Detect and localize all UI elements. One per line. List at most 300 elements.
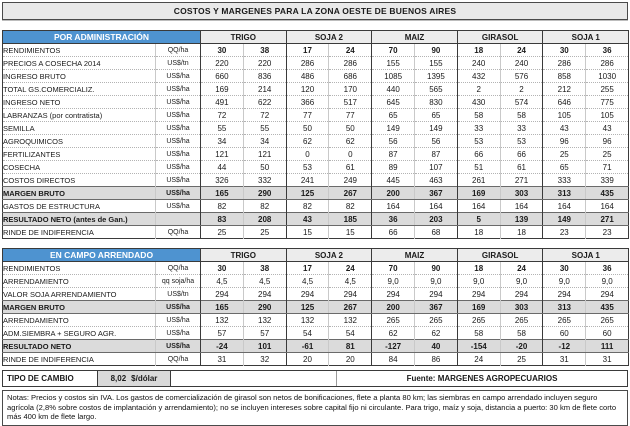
value-cell: 25 xyxy=(586,148,629,161)
value-cell: 169 xyxy=(201,83,244,96)
table-row xyxy=(3,327,629,340)
value-cell: 40 xyxy=(415,340,458,353)
page-title: COSTOS Y MARGENES PARA LA ZONA OESTE DE BUENOS AIRES xyxy=(2,2,628,20)
value-cell: 96 xyxy=(586,135,629,148)
value-cell: 4,5 xyxy=(329,275,372,288)
value-cell: 271 xyxy=(586,213,629,226)
value-cell: 267 xyxy=(329,301,372,314)
row-label: MARGEN BRUTO xyxy=(3,187,156,200)
value-cell: 77 xyxy=(329,109,372,122)
value-cell: 25 xyxy=(201,226,244,239)
value-cell: 17 xyxy=(286,44,329,57)
row-label: RENDIMIENTOS xyxy=(3,262,156,275)
value-cell: 60 xyxy=(586,327,629,340)
value-cell: 30 xyxy=(201,44,244,57)
row-label: FERTILIZANTES xyxy=(3,148,156,161)
value-cell: 271 xyxy=(500,174,543,187)
value-cell: 18 xyxy=(457,226,500,239)
value-cell: 121 xyxy=(201,148,244,161)
value-cell: 61 xyxy=(500,161,543,174)
value-cell: 43 xyxy=(543,122,586,135)
value-cell: 265 xyxy=(543,314,586,327)
table-row xyxy=(3,161,629,174)
value-cell: 265 xyxy=(586,314,629,327)
value-cell: 294 xyxy=(286,288,329,301)
value-cell: -127 xyxy=(372,340,415,353)
value-cell: 50 xyxy=(243,161,286,174)
exchange-rate-bar xyxy=(2,370,628,387)
value-cell: 89 xyxy=(372,161,415,174)
value-cell: 66 xyxy=(457,148,500,161)
value-cell: 185 xyxy=(329,213,372,226)
table-row xyxy=(3,301,629,314)
value-cell: 90 xyxy=(415,44,458,57)
value-cell: 105 xyxy=(586,109,629,122)
row-label: PRECIOS A COSECHA 2014 xyxy=(3,57,156,70)
value-cell: 25 xyxy=(543,148,586,161)
value-cell: 164 xyxy=(500,200,543,213)
section-title-en-campo-arrendado: EN CAMPO ARRENDADO xyxy=(3,249,201,262)
value-cell: 491 xyxy=(201,96,244,109)
table-row xyxy=(3,353,629,366)
value-cell: 435 xyxy=(586,187,629,200)
table-row xyxy=(3,122,629,135)
value-cell: 83 xyxy=(201,213,244,226)
row-label: INGRESO BRUTO xyxy=(3,70,156,83)
value-cell: 82 xyxy=(243,200,286,213)
value-cell: 66 xyxy=(372,226,415,239)
value-cell: 303 xyxy=(500,187,543,200)
row-unit: QQ/ha xyxy=(156,44,201,57)
value-cell: 9,0 xyxy=(372,275,415,288)
value-cell: 53 xyxy=(457,135,500,148)
value-cell: 62 xyxy=(286,135,329,148)
value-cell: 30 xyxy=(201,262,244,275)
row-label: COSECHA xyxy=(3,161,156,174)
value-cell: -61 xyxy=(286,340,329,353)
row-label: ARRENDAMIENTO xyxy=(3,314,156,327)
value-cell: 294 xyxy=(543,288,586,301)
value-cell: 71 xyxy=(586,161,629,174)
value-cell: 111 xyxy=(586,340,629,353)
value-cell: 0 xyxy=(329,148,372,161)
value-cell: 686 xyxy=(329,70,372,83)
row-unit: US$/ha xyxy=(156,122,201,135)
value-cell: 31 xyxy=(201,353,244,366)
value-cell: 23 xyxy=(543,226,586,239)
value-cell: 463 xyxy=(415,174,458,187)
row-unit: US$/ha xyxy=(156,340,201,353)
value-cell: 72 xyxy=(201,109,244,122)
crop-header: GIRASOL xyxy=(457,249,543,262)
value-cell: 33 xyxy=(500,122,543,135)
value-cell: 66 xyxy=(500,148,543,161)
table-row xyxy=(3,226,629,239)
crop-header: SOJA 2 xyxy=(286,249,372,262)
value-cell: 96 xyxy=(543,135,586,148)
value-cell: 294 xyxy=(201,288,244,301)
value-cell: 60 xyxy=(543,327,586,340)
value-cell: 9,0 xyxy=(415,275,458,288)
value-cell: 574 xyxy=(500,96,543,109)
value-cell: 622 xyxy=(243,96,286,109)
row-label: RINDE DE INDIFERENCIA xyxy=(3,226,156,239)
value-cell: 30 xyxy=(543,44,586,57)
table-row xyxy=(3,288,629,301)
value-cell: 23 xyxy=(586,226,629,239)
value-cell: 265 xyxy=(500,314,543,327)
row-unit: US$/ha xyxy=(156,200,201,213)
en-campo-arrendado-table xyxy=(2,248,629,366)
value-cell: 107 xyxy=(415,161,458,174)
value-cell: 565 xyxy=(415,83,458,96)
value-cell: 858 xyxy=(543,70,586,83)
value-cell: 132 xyxy=(286,314,329,327)
value-cell: -154 xyxy=(457,340,500,353)
value-cell: 36 xyxy=(372,213,415,226)
value-cell: 30 xyxy=(543,262,586,275)
value-cell: 645 xyxy=(372,96,415,109)
crop-header: TRIGO xyxy=(201,31,287,44)
source-label: Fuente: MARGENES AGROPECUARIOS xyxy=(406,374,558,383)
value-cell: 58 xyxy=(457,109,500,122)
value-cell: 660 xyxy=(201,70,244,83)
value-cell: 87 xyxy=(372,148,415,161)
value-cell: 101 xyxy=(243,340,286,353)
section-header-row xyxy=(3,249,629,262)
crop-header: SOJA 2 xyxy=(286,31,372,44)
value-cell: -12 xyxy=(543,340,586,353)
value-cell: 267 xyxy=(329,187,372,200)
value-cell: 58 xyxy=(500,109,543,122)
crop-header: MAIZ xyxy=(372,31,458,44)
value-cell: 220 xyxy=(201,57,244,70)
row-label: VALOR SOJA ARRENDAMIENTO xyxy=(3,288,156,301)
value-cell: 170 xyxy=(329,83,372,96)
value-cell: 33 xyxy=(457,122,500,135)
value-cell: 169 xyxy=(457,187,500,200)
value-cell: 36 xyxy=(586,262,629,275)
value-cell: 169 xyxy=(457,301,500,314)
value-cell: 68 xyxy=(415,226,458,239)
value-cell: 1395 xyxy=(415,70,458,83)
value-cell: 255 xyxy=(586,83,629,96)
value-cell: 81 xyxy=(329,340,372,353)
value-cell: 62 xyxy=(329,135,372,148)
value-cell: 367 xyxy=(415,301,458,314)
value-cell: 50 xyxy=(286,122,329,135)
table-row xyxy=(3,340,629,353)
value-cell: 208 xyxy=(243,213,286,226)
row-label: RENDIMIENTOS xyxy=(3,44,156,57)
value-cell: 432 xyxy=(457,70,500,83)
value-cell: 34 xyxy=(201,135,244,148)
value-cell: 61 xyxy=(329,161,372,174)
value-cell: 139 xyxy=(500,213,543,226)
row-label: INGRESO NETO xyxy=(3,96,156,109)
value-cell: 84 xyxy=(372,353,415,366)
value-cell: 265 xyxy=(457,314,500,327)
value-cell: 303 xyxy=(500,301,543,314)
value-cell: 165 xyxy=(201,187,244,200)
value-cell: 32 xyxy=(243,353,286,366)
value-cell: 164 xyxy=(457,200,500,213)
exchange-rate-value xyxy=(98,371,171,386)
value-cell: 241 xyxy=(286,174,329,187)
value-cell: 44 xyxy=(201,161,244,174)
table-row xyxy=(3,57,629,70)
value-cell: 24 xyxy=(500,44,543,57)
value-cell: 65 xyxy=(543,161,586,174)
value-cell: 132 xyxy=(201,314,244,327)
row-label: COSTOS DIRECTOS xyxy=(3,174,156,187)
value-cell: 240 xyxy=(457,57,500,70)
value-cell: 70 xyxy=(372,262,415,275)
value-cell: 86 xyxy=(415,353,458,366)
value-cell: 53 xyxy=(500,135,543,148)
value-cell: 203 xyxy=(415,213,458,226)
value-cell: 18 xyxy=(457,44,500,57)
value-cell: 105 xyxy=(543,109,586,122)
value-cell: 286 xyxy=(543,57,586,70)
value-cell: 25 xyxy=(243,226,286,239)
row-label: AGROQUIMICOS xyxy=(3,135,156,148)
value-cell: 366 xyxy=(286,96,329,109)
value-cell: 57 xyxy=(201,327,244,340)
value-cell: 261 xyxy=(457,174,500,187)
exchange-rate-spacer xyxy=(171,371,337,386)
value-cell: 332 xyxy=(243,174,286,187)
value-cell: 18 xyxy=(500,226,543,239)
row-unit: US$/ha xyxy=(156,327,201,340)
row-unit: QQ/ha xyxy=(156,353,201,366)
value-cell: 220 xyxy=(243,57,286,70)
value-cell: 56 xyxy=(372,135,415,148)
crop-header: SOJA 1 xyxy=(543,31,629,44)
crop-header: GIRASOL xyxy=(457,31,543,44)
value-cell: 164 xyxy=(586,200,629,213)
table-row xyxy=(3,187,629,200)
value-cell: 836 xyxy=(243,70,286,83)
value-cell: 333 xyxy=(543,174,586,187)
value-cell: 265 xyxy=(372,314,415,327)
value-cell: 25 xyxy=(500,353,543,366)
value-cell: 24 xyxy=(457,353,500,366)
value-cell: 43 xyxy=(286,213,329,226)
value-cell: 9,0 xyxy=(500,275,543,288)
value-cell: 9,0 xyxy=(543,275,586,288)
value-cell: 240 xyxy=(500,57,543,70)
row-label: RINDE DE INDIFERENCIA xyxy=(3,353,156,366)
row-unit: US$/ha xyxy=(156,174,201,187)
table-row xyxy=(3,275,629,288)
row-unit: US$/ha xyxy=(156,148,201,161)
value-cell: 367 xyxy=(415,187,458,200)
value-cell: 313 xyxy=(543,301,586,314)
value-cell: 82 xyxy=(329,200,372,213)
value-cell: 20 xyxy=(329,353,372,366)
notes-text: Notas: Precios y costos sin IVA. Los gastos de comercialización de girasol son netos de bonificaciones, flete a planta 80 km; las siembras en campo arrendado incluyen seguro agrícola (2,8% sobre costos de implantación y arrendamiento); no se incluyen intereses sobre capital fijo ni circulante. Para trigo, maíz y soja, distancia a puerto: 30 km de flete corto más 400 km de flete largo. xyxy=(2,390,628,426)
row-unit: US$/ha xyxy=(156,301,201,314)
value-cell: 294 xyxy=(372,288,415,301)
value-cell: 486 xyxy=(286,70,329,83)
value-cell: 132 xyxy=(243,314,286,327)
row-unit: QQ/ha xyxy=(156,262,201,275)
value-cell: 646 xyxy=(543,96,586,109)
value-cell: 65 xyxy=(415,109,458,122)
value-cell: 9,0 xyxy=(586,275,629,288)
value-cell: 125 xyxy=(286,301,329,314)
value-cell: 294 xyxy=(329,288,372,301)
value-cell: 62 xyxy=(372,327,415,340)
value-cell: 290 xyxy=(243,187,286,200)
section-title-por-administracion: POR ADMINISTRACIÓN xyxy=(3,31,201,44)
row-label: MARGEN BRUTO xyxy=(3,301,156,314)
value-cell: 2 xyxy=(457,83,500,96)
value-cell: 54 xyxy=(286,327,329,340)
row-unit: US$/ha xyxy=(156,187,201,200)
value-cell: 36 xyxy=(586,44,629,57)
value-cell: 62 xyxy=(415,327,458,340)
value-cell: 200 xyxy=(372,301,415,314)
spacer xyxy=(2,239,628,248)
value-cell: 24 xyxy=(329,262,372,275)
value-cell: 294 xyxy=(457,288,500,301)
value-cell: 31 xyxy=(586,353,629,366)
value-cell: 4,5 xyxy=(201,275,244,288)
value-cell: 576 xyxy=(500,70,543,83)
value-cell: 54 xyxy=(329,327,372,340)
value-cell: 164 xyxy=(415,200,458,213)
row-label: ADM.SIEMBRA + SEGURO AGR. xyxy=(3,327,156,340)
value-cell: 5 xyxy=(457,213,500,226)
row-unit: US$/ha xyxy=(156,135,201,148)
value-cell: 50 xyxy=(329,122,372,135)
value-cell: 72 xyxy=(243,109,286,122)
value-cell: 15 xyxy=(329,226,372,239)
table-row xyxy=(3,174,629,187)
value-cell: 339 xyxy=(586,174,629,187)
value-cell: 149 xyxy=(543,213,586,226)
value-cell: 58 xyxy=(500,327,543,340)
row-label: LABRANZAS (por contratista) xyxy=(3,109,156,122)
value-cell: 286 xyxy=(329,57,372,70)
value-cell: 249 xyxy=(329,174,372,187)
table-row xyxy=(3,200,629,213)
table-row xyxy=(3,213,629,226)
value-cell: 430 xyxy=(457,96,500,109)
value-cell: 155 xyxy=(372,57,415,70)
row-unit: US$/ha xyxy=(156,96,201,109)
value-cell: 286 xyxy=(586,57,629,70)
value-cell: 55 xyxy=(201,122,244,135)
value-cell: 290 xyxy=(243,301,286,314)
value-cell: 20 xyxy=(286,353,329,366)
table-row xyxy=(3,109,629,122)
row-unit: US$/ha xyxy=(156,314,201,327)
row-label: RESULTADO NETO (antes de Gan.) xyxy=(3,213,156,226)
value-cell: 1085 xyxy=(372,70,415,83)
value-cell: 200 xyxy=(372,187,415,200)
value-cell: 24 xyxy=(500,262,543,275)
row-unit xyxy=(156,213,201,226)
value-cell: 120 xyxy=(286,83,329,96)
value-cell: 34 xyxy=(243,135,286,148)
table-row xyxy=(3,44,629,57)
value-cell: 212 xyxy=(543,83,586,96)
value-cell: 125 xyxy=(286,187,329,200)
row-unit: US$/ha xyxy=(156,161,201,174)
value-cell: 82 xyxy=(286,200,329,213)
row-label: GASTOS DE ESTRUCTURA xyxy=(3,200,156,213)
value-cell: 132 xyxy=(329,314,372,327)
value-cell: 294 xyxy=(415,288,458,301)
value-cell: 31 xyxy=(543,353,586,366)
value-cell: 77 xyxy=(286,109,329,122)
value-cell: 90 xyxy=(415,262,458,275)
value-cell: 43 xyxy=(586,122,629,135)
value-cell: 57 xyxy=(243,327,286,340)
value-cell: 214 xyxy=(243,83,286,96)
row-unit: US$/tn xyxy=(156,57,201,70)
value-cell: 155 xyxy=(415,57,458,70)
exchange-rate-label: TIPO DE CAMBIO xyxy=(3,371,98,386)
value-cell: 435 xyxy=(586,301,629,314)
value-cell: 38 xyxy=(243,44,286,57)
value-cell: 121 xyxy=(243,148,286,161)
section-header-row xyxy=(3,31,629,44)
crop-header: SOJA 1 xyxy=(543,249,629,262)
report-page xyxy=(2,0,628,426)
value-cell: 313 xyxy=(543,187,586,200)
value-cell: 51 xyxy=(457,161,500,174)
value-cell: 58 xyxy=(457,327,500,340)
exchange-rate-currency: $/dólar xyxy=(131,374,158,383)
value-cell: 4,5 xyxy=(243,275,286,288)
value-cell: 82 xyxy=(201,200,244,213)
value-cell: 55 xyxy=(243,122,286,135)
value-cell: 265 xyxy=(415,314,458,327)
value-cell: 830 xyxy=(415,96,458,109)
value-cell: 294 xyxy=(500,288,543,301)
value-cell: -24 xyxy=(201,340,244,353)
value-cell: 440 xyxy=(372,83,415,96)
row-unit: US$/ha xyxy=(156,70,201,83)
value-cell: 53 xyxy=(286,161,329,174)
value-cell: 65 xyxy=(372,109,415,122)
value-cell: 164 xyxy=(543,200,586,213)
value-cell: 87 xyxy=(415,148,458,161)
row-label: SEMILLA xyxy=(3,122,156,135)
value-cell: 775 xyxy=(586,96,629,109)
value-cell: 1030 xyxy=(586,70,629,83)
value-cell: 17 xyxy=(286,262,329,275)
value-cell: 445 xyxy=(372,174,415,187)
value-cell: 326 xyxy=(201,174,244,187)
table-row xyxy=(3,148,629,161)
table-row xyxy=(3,83,629,96)
value-cell: 56 xyxy=(415,135,458,148)
value-cell: 165 xyxy=(201,301,244,314)
row-label: TOTAL GS.COMERCIALIZ. xyxy=(3,83,156,96)
row-label: RESULTADO NETO xyxy=(3,340,156,353)
value-cell: 70 xyxy=(372,44,415,57)
table-row xyxy=(3,314,629,327)
value-cell: 149 xyxy=(372,122,415,135)
value-cell: -20 xyxy=(500,340,543,353)
value-cell: 18 xyxy=(457,262,500,275)
crop-header: TRIGO xyxy=(201,249,287,262)
